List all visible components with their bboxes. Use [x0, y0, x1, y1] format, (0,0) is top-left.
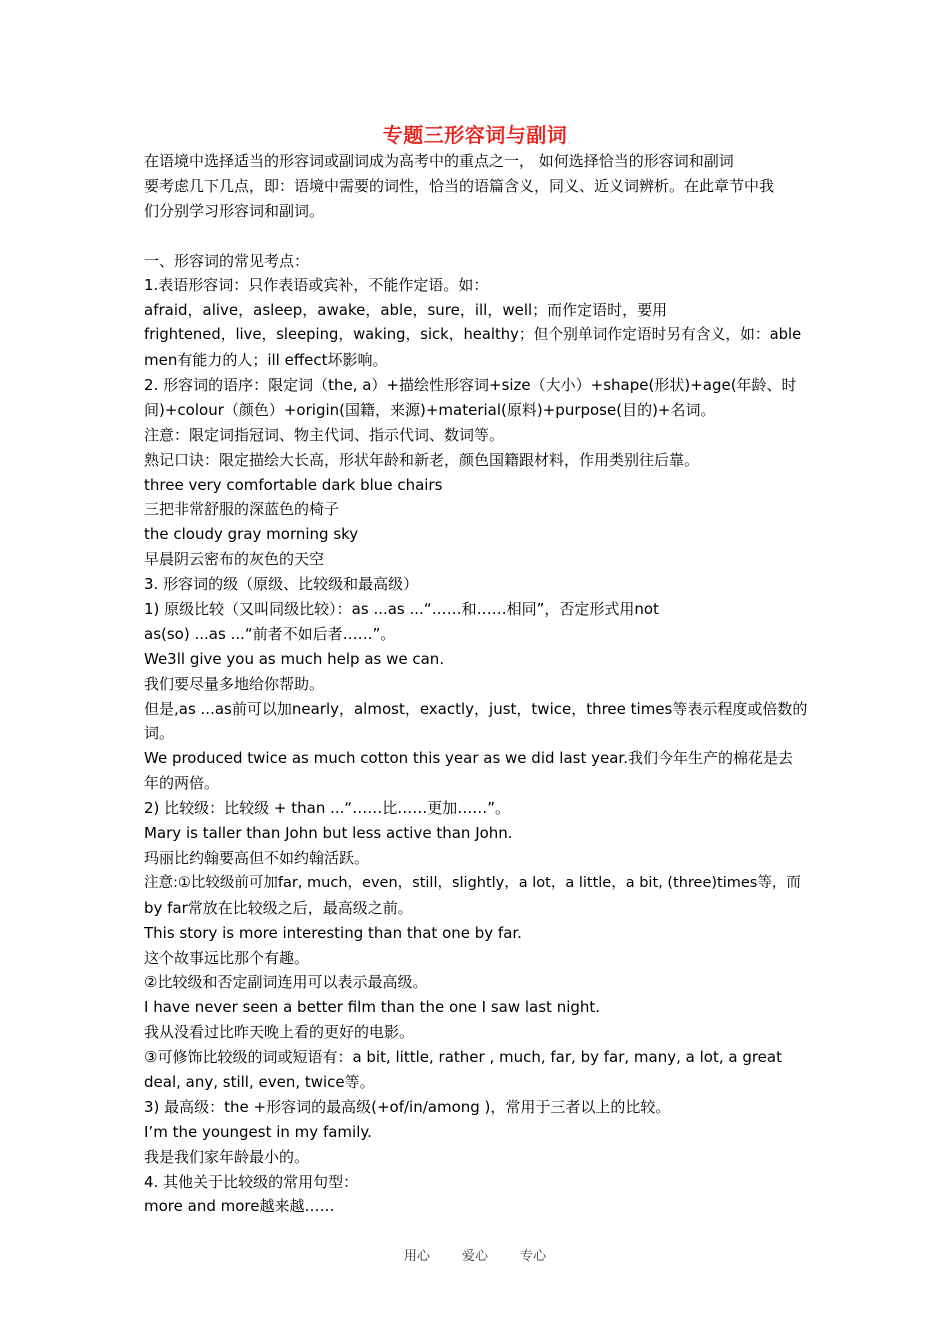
text-line: 词。	[144, 724, 175, 743]
text-line: deal, any, still, even, twice等。	[144, 1072, 375, 1091]
text-line: 2) 比较级：比较级 + than ...“……比……更加……”。	[144, 799, 510, 818]
footer-item-yongxin: 用心	[403, 1249, 430, 1264]
page-title: 专题三形容词与副词	[382, 123, 568, 147]
text-line: I’m the youngest in my family.	[144, 1122, 372, 1141]
text-line: frightened，live，sleeping，waking，sick，healthy；但个别单词作定语时另有含义，如：able	[144, 326, 802, 344]
text-line: 1.表语形容词：只作表语或宾补，不能作定语。如：	[144, 276, 489, 295]
text-line: by far常放在比较级之后，最高级之前。	[144, 898, 413, 917]
footer-item-zhuanxin: 专心	[520, 1249, 547, 1264]
text-line: ②比较级和否定副词连用可以表示最高级。	[144, 973, 428, 992]
text-line: 熟记口诀：限定描绘大长高，形状年龄和新老，颜色国籍跟材料，作用类别往后靠。	[144, 450, 700, 469]
text-line: 2. 形容词的语序：限定词（the, a）+描绘性形容词+size（大小）+shape(形状)+age(年龄、时	[144, 376, 797, 395]
text-line: 我是我们家年龄最小的。	[144, 1147, 310, 1166]
text-line: 1) 原级比较（又叫同级比较）：as ...as ...“……和……相同”，否定形式用not	[144, 600, 659, 619]
text-line: 们分别学习形容词和副词。	[144, 201, 325, 220]
text-line: 一、形容词的常见考点：	[144, 251, 310, 270]
page-footer	[0, 1247, 950, 1267]
blank-line	[144, 224, 809, 249]
text-line: 这个故事远比那个有趣。	[144, 948, 310, 967]
text-line: 在语境中选择适当的形容词或副词成为高考中的重点之一， 如何选择恰当的形容词和副词	[144, 152, 734, 170]
text-line: ③可修饰比较级的词或短语有：a bit, little, rather , much, far, by far, many, a lot, a great	[144, 1048, 782, 1067]
text-line: three very comfortable dark blue chairs	[144, 475, 443, 494]
text-line: This story is more interesting than that one by far.	[144, 923, 522, 942]
text-line: 早晨阴云密布的灰色的天空	[144, 550, 325, 569]
text-line: 要考虑几下几点，即：语境中需要的词性，恰当的语篇含义，同义、近义词辨析。在此章节中我	[144, 176, 775, 195]
text-line: more and more越来越……	[144, 1197, 335, 1216]
text-line: 3) 最高级：the +形容词的最高级(+of/in/among )，常用于三者以上的比较。	[144, 1097, 671, 1116]
text-line: 3. 形容词的级（原级、比较级和最高级）	[144, 575, 419, 594]
text-line: Mary is taller than John but less active than John.	[144, 824, 513, 843]
text-line: afraid，alive，asleep，awake，able，sure，ill，well；而作定语时，要用	[144, 301, 668, 320]
text-line: We produced twice as much cotton this year as we did last year.我们今年生产的棉花是去	[144, 749, 793, 768]
text-line: men有能力的人；ill effect坏影响。	[144, 351, 388, 370]
text-line: 注意：限定词指冠词、物主代词、指示代词、数词等。	[144, 425, 505, 444]
text-line: 4. 其他关于比较级的常用句型：	[144, 1172, 359, 1191]
text-line: 间)+colour（颜色）+origin(国籍，来源)+material(原料)+purpose(目的)+名词。	[144, 400, 716, 419]
text-line: 玛丽比约翰要高但不如约翰活跃。	[144, 848, 370, 867]
text-line: 三把非常舒服的深蓝色的椅子	[144, 500, 340, 519]
document-body	[144, 149, 809, 1219]
text-line: We3ll give you as much help as we can.	[144, 649, 445, 668]
text-line: 年的两倍。	[144, 774, 220, 793]
text-line: as(so) ...as ...“前者不如后者……”。	[144, 624, 396, 643]
text-line: 我们要尽量多地给你帮助。	[144, 674, 325, 693]
text-line: 注意:①比较级前可加far, much，even，still，slightly，a lot，a little，a bit, (three)times等，而	[144, 874, 801, 891]
footer-item-aixin: 爱心	[461, 1249, 488, 1264]
text-line: 我从没看过比昨天晚上看的更好的电影。	[144, 1023, 415, 1042]
text-line: I have never seen a better film than the one I saw last night.	[144, 998, 601, 1017]
text-line: the cloudy gray morning sky	[144, 525, 359, 544]
text-line: 但是,as ...as前可以加nearly，almost，exactly，just，twice，three times等表示程度或倍数的	[144, 699, 808, 718]
